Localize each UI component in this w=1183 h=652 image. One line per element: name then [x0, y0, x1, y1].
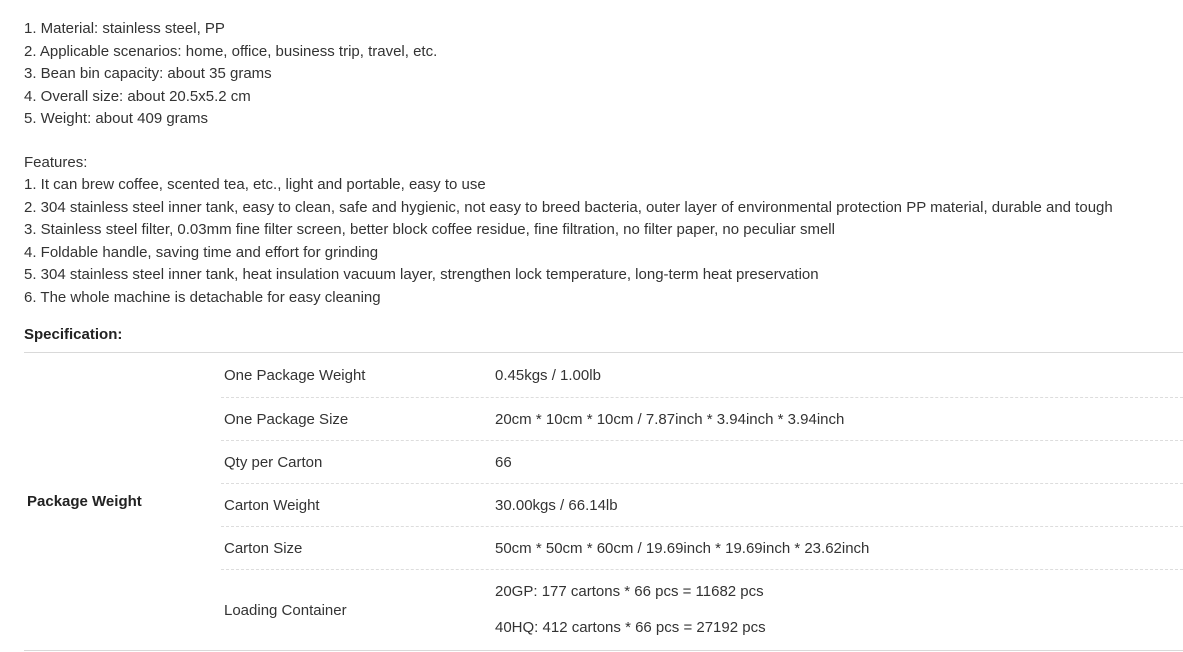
feature-item: 4. Foldable handle, saving time and effort for grinding: [24, 243, 379, 261]
feature-item: 3. Stainless steel filter, 0.03mm fine filter screen, better block coffee residue, fine filtration, no filter paper, no peculiar smell: [24, 221, 835, 238]
spec-key: Qty per Carton: [224, 453, 323, 471]
specification-table: [24, 352, 1183, 651]
spec-key: Carton Size: [224, 539, 303, 557]
spec-value: 66: [495, 453, 512, 471]
specification-title: Specification:: [24, 326, 123, 343]
spec-value-multi: [495, 582, 766, 638]
basic-item-capacity: 3. Bean bin capacity: about 35 grams: [24, 65, 272, 82]
spec-rows: [221, 353, 1183, 650]
spec-value: 50cm * 50cm * 60cm / 19.69inch * 19.69inch * 23.62inch: [495, 539, 870, 557]
spec-group-label: Package Weight: [27, 493, 142, 510]
spec-key: One Package Size: [224, 410, 349, 428]
basic-item-size: 4. Overall size: about 20.5x5.2 cm: [24, 87, 251, 105]
spec-key: Loading Container: [224, 601, 347, 619]
product-description: [24, 18, 1183, 309]
spec-value: 0.45kgs / 1.00lb: [495, 366, 601, 384]
spec-row-loading-container: [221, 570, 1183, 650]
features-heading: Features:: [24, 153, 88, 171]
spec-row-carton-size: [221, 527, 1183, 570]
loading-40hq: 40HQ: 412 cartons * 66 pcs = 27192 pcs: [495, 619, 766, 636]
spec-value: 30.00kgs / 66.14lb: [495, 496, 618, 514]
feature-item: 1. It can brew coffee, scented tea, etc., light and portable, easy to use: [24, 176, 486, 193]
spec-row-qty-per-carton: [221, 441, 1183, 484]
spec-key: One Package Weight: [224, 366, 366, 384]
feature-item: 6. The whole machine is detachable for easy cleaning: [24, 288, 381, 306]
feature-item: 2. 304 stainless steel inner tank, easy to clean, safe and hygienic, not easy to breed bacteria, outer layer of environmental protection PP material, durable and tough: [24, 198, 1113, 216]
feature-item: 5. 304 stainless steel inner tank, heat insulation vacuum layer, strengthen lock temperature, long-term heat preservation: [24, 266, 819, 283]
paragraph-spacer: [24, 131, 1183, 152]
loading-20gp: 20GP: 177 cartons * 66 pcs = 11682 pcs: [495, 583, 764, 600]
spec-row-carton-weight: [221, 484, 1183, 527]
spec-row-package-size: [221, 398, 1183, 441]
basic-item-scenarios: 2. Applicable scenarios: home, office, business trip, travel, etc.: [24, 42, 438, 60]
basic-item-weight: 5. Weight: about 409 grams: [24, 110, 208, 127]
basic-item-material: 1. Material: stainless steel, PP: [24, 20, 225, 37]
spec-row-package-weight: [221, 353, 1183, 398]
spec-key: Carton Weight: [224, 496, 320, 514]
spec-value: 20cm * 10cm * 10cm / 7.87inch * 3.94inch * 3.94inch: [495, 410, 845, 428]
